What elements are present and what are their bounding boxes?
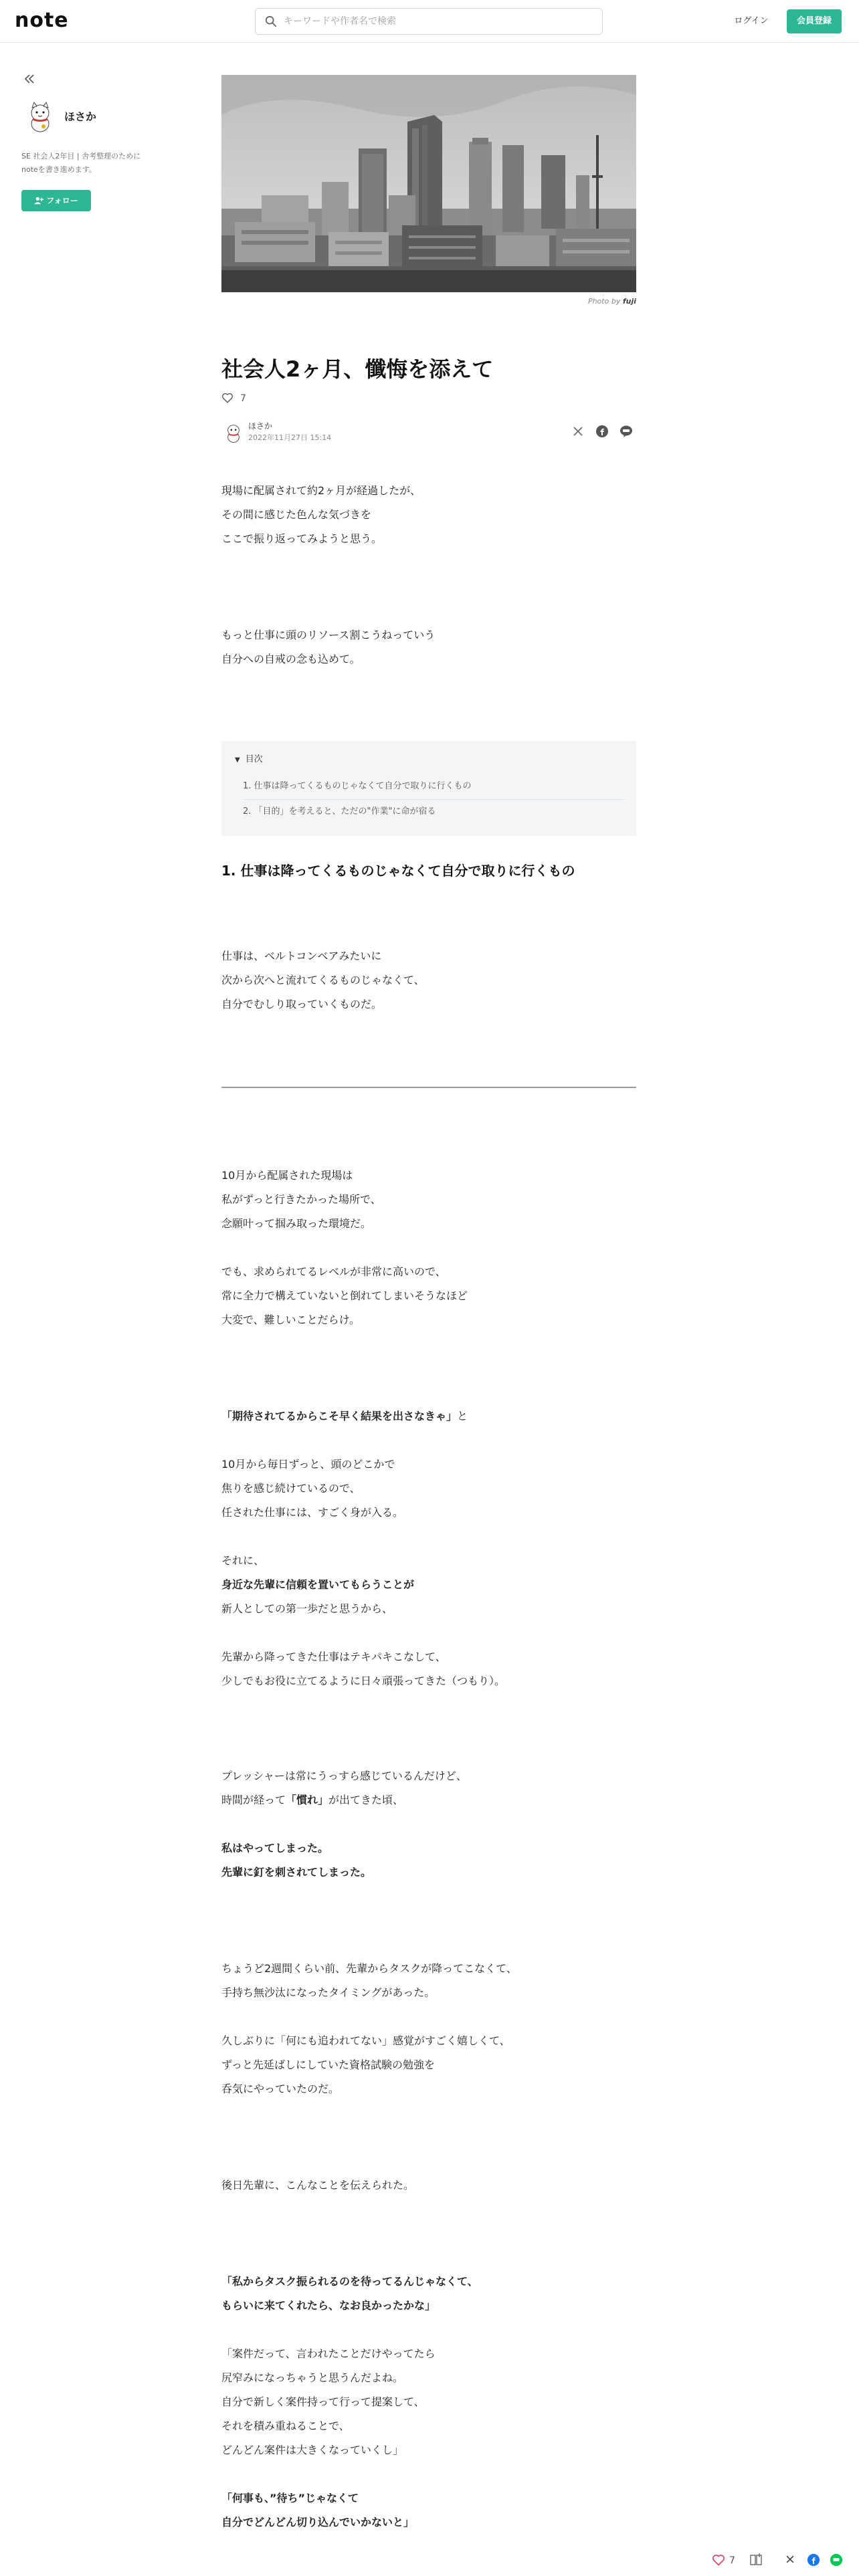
- text-line: 先輩に釘を刺されてしまった。: [221, 1866, 372, 1879]
- text-line: 現場に配属されて約2ヶ月が経過したが、: [221, 484, 421, 497]
- city-skyline-image: [221, 75, 636, 292]
- paragraph-9: [221, 1645, 636, 1693]
- triangle-down-icon: ▼: [235, 756, 240, 764]
- paragraph-4: [221, 1164, 636, 1236]
- text-line: [221, 1573, 636, 1597]
- text-line: 自分で新しく案件持って行って提案して、: [221, 2395, 425, 2408]
- paragraph-12: [221, 1957, 636, 2005]
- text-line: 10月から毎日ずっと、頭のどこかで: [221, 1458, 395, 1471]
- text-line: プレッシャーは常にうっすら感じているんだけど、: [221, 1769, 467, 1782]
- magazine-icon[interactable]: [749, 2553, 763, 2568]
- author-bio: SE 社会人2年目 | 舎考整理のためにnoteを書き進めます。: [21, 152, 141, 174]
- text-line: 手持ち無沙汰になったタイミングがあった。: [221, 1986, 436, 1999]
- text-line: 私はやってしまった。: [221, 1842, 329, 1854]
- avatar-illustration: [21, 97, 59, 134]
- paragraph-14: [221, 2173, 636, 2197]
- x-logo-icon[interactable]: [784, 2553, 796, 2568]
- toc-toggle[interactable]: [235, 752, 263, 764]
- bottom-like-count: 7: [729, 2555, 735, 2566]
- site-header: [0, 0, 859, 43]
- photo-credit: [569, 297, 636, 306]
- author-name[interactable]: ほさか: [64, 110, 97, 123]
- login-button[interactable]: ログイン: [734, 16, 769, 26]
- text-line: 大変で、難しいことだらけ。: [221, 1313, 361, 1326]
- like-area[interactable]: [221, 392, 246, 407]
- text-line: 久しぶりに「何にも追われてない」感覚がすごく嬉しくて、: [221, 2034, 510, 2047]
- paragraph-5: [221, 1260, 636, 1332]
- text-line: それに、: [221, 1554, 265, 1567]
- text-line: 仕事は、ベルトコンベアみたいに: [221, 950, 382, 962]
- article-author-row: [221, 419, 636, 445]
- article-title: 社会人2ヶ月、懺悔を添えて: [221, 356, 494, 382]
- paragraph-8: [221, 1549, 636, 1621]
- hero-image: [221, 75, 636, 292]
- paragraph-3: [221, 944, 636, 1016]
- paragraph-7: [221, 1453, 636, 1525]
- text-prefix: 時間が経って: [221, 1794, 286, 1806]
- text-line: 「案件だって、言われたことだけやってたら: [221, 2347, 436, 2360]
- heart-icon[interactable]: [712, 2553, 725, 2567]
- text-line: もっと仕事に頭のリソース割こうねっていう: [221, 629, 436, 641]
- text-line: ちょうど2週間くらい前、先輩からタスクが降ってこなくて、: [221, 1962, 517, 1975]
- paragraph-1: [221, 479, 636, 551]
- photo-credit-prefix: Photo by: [587, 297, 621, 306]
- line-icon[interactable]: [830, 2553, 843, 2568]
- follow-label: フォロー: [46, 196, 78, 205]
- text-tail: と: [457, 1410, 468, 1422]
- text-line: 少しでもお役に立てるように日々頑張ってきた（つもり）。: [221, 1675, 506, 1687]
- text-line: [221, 1404, 636, 1428]
- x-logo-icon[interactable]: [571, 424, 585, 439]
- text-line: 念願叶って掴み取った環境だ。: [221, 1217, 372, 1230]
- toc-item-2[interactable]: 2. 「目的」を考えると、ただの"作業"に命が宿る: [243, 807, 436, 817]
- text-line: 常に全力で構えていないと倒れてしまいそうなほど: [221, 1289, 468, 1302]
- double-chevron-left-icon[interactable]: [23, 72, 36, 86]
- section-heading-1: 1. 仕事は降ってくるものじゃなくて自分で取りに行くもの: [221, 863, 575, 879]
- text-line: 次から次へと流れてくるものじゃなくて、: [221, 974, 425, 986]
- text-line: その間に感じた色んな気づきを: [221, 508, 372, 521]
- like-count: 7: [240, 393, 246, 404]
- line-icon[interactable]: [619, 424, 634, 439]
- text-line: 任された仕事には、すごく身が入る。: [221, 1506, 404, 1519]
- share-icons: [561, 424, 634, 439]
- paragraph-16: [221, 2342, 636, 2462]
- bottom-action-bar: [0, 2545, 859, 2576]
- text-suffix: が出てきた頃、: [328, 1794, 404, 1806]
- bottom-like[interactable]: [712, 2553, 735, 2568]
- divider: [221, 1087, 636, 1088]
- paragraph-6: [221, 1404, 636, 1428]
- text-line: 後日先輩に、こんなことを伝えられた。: [221, 2179, 415, 2191]
- article-author-avatar[interactable]: [221, 420, 246, 444]
- text-line: 自分でどんどん切り込んでいかないと」: [221, 2516, 415, 2529]
- heart-icon[interactable]: [221, 392, 233, 404]
- text-line: 「何事も、”待ち”じゃなくて: [221, 2492, 359, 2504]
- text-line: もらいに来てくれたら、なお良かったかな」: [221, 2299, 436, 2312]
- search-icon: [265, 15, 277, 27]
- text-line: ずっと先延ばしにしていた資格試験の勉強を: [221, 2058, 436, 2071]
- search-input[interactable]: [284, 9, 598, 34]
- text-line: 10月から配属された現場は: [221, 1169, 353, 1182]
- paragraph-15: [221, 2270, 636, 2318]
- toc-heading: 目次: [245, 754, 263, 764]
- text-line: [221, 1788, 636, 1812]
- article-date: 2022年11月27日 15:14: [248, 433, 332, 442]
- paragraph-2: [221, 623, 636, 671]
- paragraph-17: [221, 2486, 636, 2535]
- facebook-icon[interactable]: [807, 2553, 820, 2568]
- author-avatar[interactable]: [21, 97, 59, 134]
- follow-button[interactable]: [21, 190, 91, 211]
- search-box[interactable]: [255, 8, 603, 35]
- bold-text: 「期待されてるからこそ早く結果を出さなきゃ」: [221, 1410, 458, 1422]
- signup-button[interactable]: 会員登録: [787, 9, 842, 33]
- bold-text: 「慣れ」: [286, 1794, 329, 1806]
- text-line: ここで振り返ってみようと思う。: [221, 532, 383, 545]
- article-author-name[interactable]: ほさか: [248, 421, 273, 431]
- facebook-icon[interactable]: [595, 424, 609, 439]
- paragraph-13: [221, 2029, 636, 2101]
- paragraph-11: [221, 1836, 636, 1885]
- text-line: それを積み重ねることで、: [221, 2420, 350, 2432]
- text-line: 自分への自戒の念も込めて。: [221, 653, 361, 665]
- text-line: 尻窄みになっちゃうと思うんだよね。: [221, 2371, 404, 2384]
- text-line: でも、求められてるレベルが非常に高いので、: [221, 1265, 446, 1278]
- text-line: 自分でむしり取っていくものだ。: [221, 998, 383, 1010]
- user-plus-icon: [34, 196, 43, 205]
- photo-credit-name[interactable]: fuji: [622, 297, 636, 306]
- text-line: どんどん案件は大きくなっていくし」: [221, 2444, 404, 2456]
- bold-text: 身近な先輩に信頼を置いてもらうことが: [221, 1578, 415, 1591]
- text-line: 焦りを感じ続けているので、: [221, 1482, 361, 1495]
- note-logo[interactable]: note: [15, 9, 69, 32]
- text-line: 新人としての第一歩だと思うから、: [221, 1602, 393, 1615]
- text-line: 私がずっと行きたかった場所で、: [221, 1193, 381, 1206]
- text-line: 先輩から降ってきた仕事はテキパキこなして、: [221, 1650, 446, 1663]
- text-line: 「私からタスク振られるのを待ってるんじゃなくて、: [221, 2275, 478, 2288]
- avatar-illustration: [221, 420, 246, 444]
- text-line: 呑気にやっていたのだ。: [221, 2082, 340, 2095]
- toc-item-1[interactable]: 1. 仕事は降ってくるものじゃなくて自分で取りに行くもの: [243, 778, 624, 800]
- paragraph-10: [221, 1764, 636, 1812]
- table-of-contents: [221, 741, 636, 836]
